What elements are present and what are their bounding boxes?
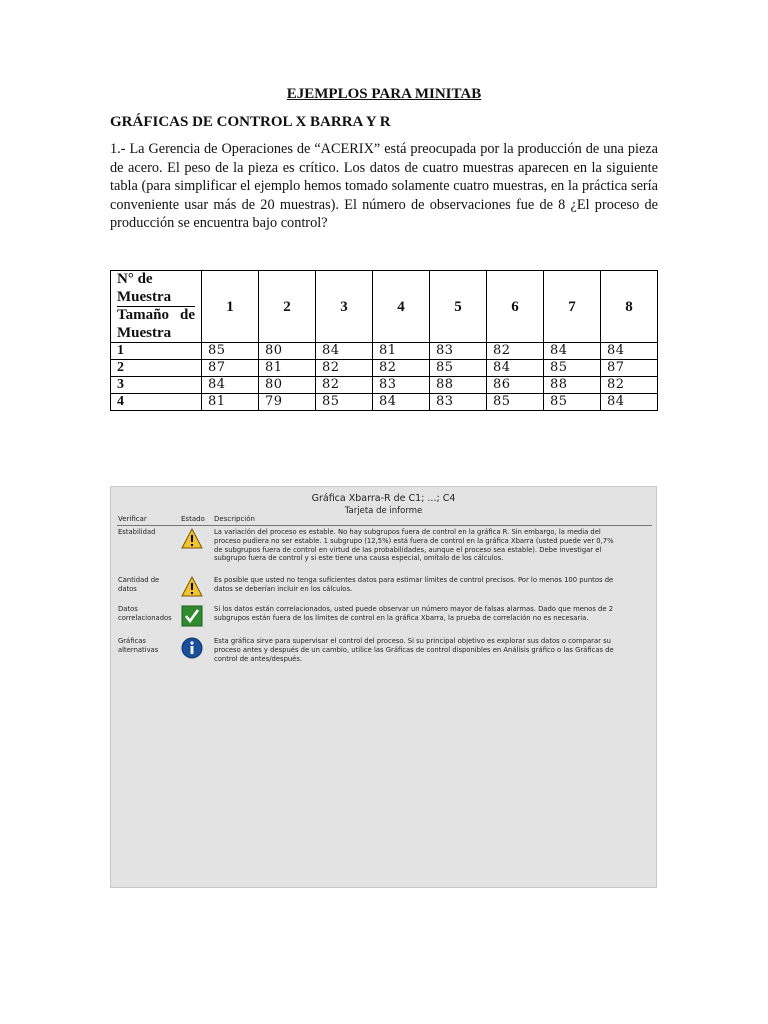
warning-icon [181,576,203,598]
header-size-word: Tamaño [117,307,169,323]
table-cell: 85 [544,394,601,411]
check-label: Gráficas alternativas [118,637,159,654]
table-cell: 81 [373,343,430,360]
column-header: 1 [202,271,259,343]
table-cell: 83 [430,394,487,411]
table-cell: 84 [487,360,544,377]
check-description: Si los datos están correlacionados, usted puede observar un número mayor de falsas alarmas. Dado que menos de 2 subgrupos están fuera de los límites de control en la gráfica Xbarra, la prueba de correlación no es necesaria. [214,605,614,622]
table-cell: 84 [601,394,658,411]
section-title: GRÁFICAS DE CONTROL X BARRA Y R [110,114,391,130]
table-cell: 85 [316,394,373,411]
check-description: La variación del proceso es estable. No hay subgrupos fuera de control en la gráfica R. Sin embargo, la media del proceso pudiera no ser estable. 1 subgrupo (12,5%) está fuera de control en la gráfica Xbarra (usted puede ver 0,7% de subgrupos fuera de control en virtud de las probabilidades, aunque el proceso sea estable). Debe investigar el subgrupo fuera de control y si este tiene una causa especial, omítalo de los cálculos. [214,528,614,563]
table-cell: 84 [202,377,259,394]
table-cell: 85 [544,360,601,377]
table-cell: 82 [601,377,658,394]
table-cell: 87 [601,360,658,377]
check-label: Datos correlacionados [118,605,172,622]
table-corner-header [111,271,202,343]
document-title: EJEMPLOS PARA MINITAB [286,86,482,102]
table-cell: 79 [259,394,316,411]
table-cell: 84 [316,343,373,360]
column-header: 8 [601,271,658,343]
table-cell: 83 [373,377,430,394]
problem-statement: 1.- La Gerencia de Operaciones de “ACERIX” está preocupada por la producción de una pieza de acero. El peso de la pieza es crítico. Los datos de cuatro muestras aparecen en la siguiente tabla (para simplificar el ejemplo hemos tomado solamente cuatro muestras, en la práctica sería conveniente usar más de 20 muestras). El número de observaciones fue de 8 ¿El proceso de producción se encuentra bajo control? [110,141,658,231]
table-cell: 82 [487,343,544,360]
table-cell: 84 [544,343,601,360]
table-row [111,343,658,360]
table-cell: 85 [430,360,487,377]
table-cell: 83 [430,343,487,360]
info-icon [181,637,203,659]
row-label: 4 [111,394,202,411]
table-cell: 85 [487,394,544,411]
header-sample-size [117,307,195,325]
row-label: 1 [111,343,202,360]
minitab-report-card [110,486,657,888]
header-muestra-word: Muestra [117,324,172,341]
row-label: 2 [111,360,202,377]
column-header-descripcion: Descripción [214,515,255,523]
header-sample-number: N° de Muestra [117,271,195,307]
column-header: 4 [373,271,430,343]
table-cell: 82 [316,377,373,394]
table-cell: 84 [601,343,658,360]
column-header-estado: Estado [181,515,205,523]
column-header: 5 [430,271,487,343]
column-header: 3 [316,271,373,343]
check-label: Cantidad de datos [118,576,160,593]
table-cell: 84 [373,394,430,411]
table-cell: 81 [202,394,259,411]
table-cell: 86 [487,377,544,394]
table-row [111,394,658,411]
table-cell: 82 [316,360,373,377]
report-title: Gráfica Xbarra-R de C1; ...; C4 [311,493,456,504]
check-description: Esta gráfica sirve para supervisar el control del proceso. Si su principal objetivo es explorar sus datos o comparar su proceso antes y después de un cambio, utilice las Gráficas de control disponibles en Análisis gráfico o las Gráficas de control de antes/después. [214,637,614,663]
report-subtitle: Tarjeta de informe [344,506,423,516]
column-header: 7 [544,271,601,343]
column-header: 2 [259,271,316,343]
column-header-verificar: Verificar [118,515,147,523]
check-label: Estabilidad [118,528,156,536]
checkmark-icon [181,605,203,627]
check-description: Es posible que usted no tenga suficientes datos para estimar límites de control precisos. Por lo menos 100 puntos de datos se deberían incluir en los cálculos. [214,576,614,593]
header-divider [117,525,652,526]
table-header-row [111,271,658,343]
table-cell: 87 [202,360,259,377]
header-de-word: de [180,307,195,323]
table-cell: 88 [544,377,601,394]
table-cell: 80 [259,343,316,360]
table-cell: 88 [430,377,487,394]
table-row [111,377,658,394]
table-cell: 80 [259,377,316,394]
column-header: 6 [487,271,544,343]
table-cell: 85 [202,343,259,360]
table-row [111,360,658,377]
row-label: 3 [111,377,202,394]
table-cell: 82 [373,360,430,377]
warning-icon [181,528,203,550]
data-table [110,270,658,411]
table-cell: 81 [259,360,316,377]
